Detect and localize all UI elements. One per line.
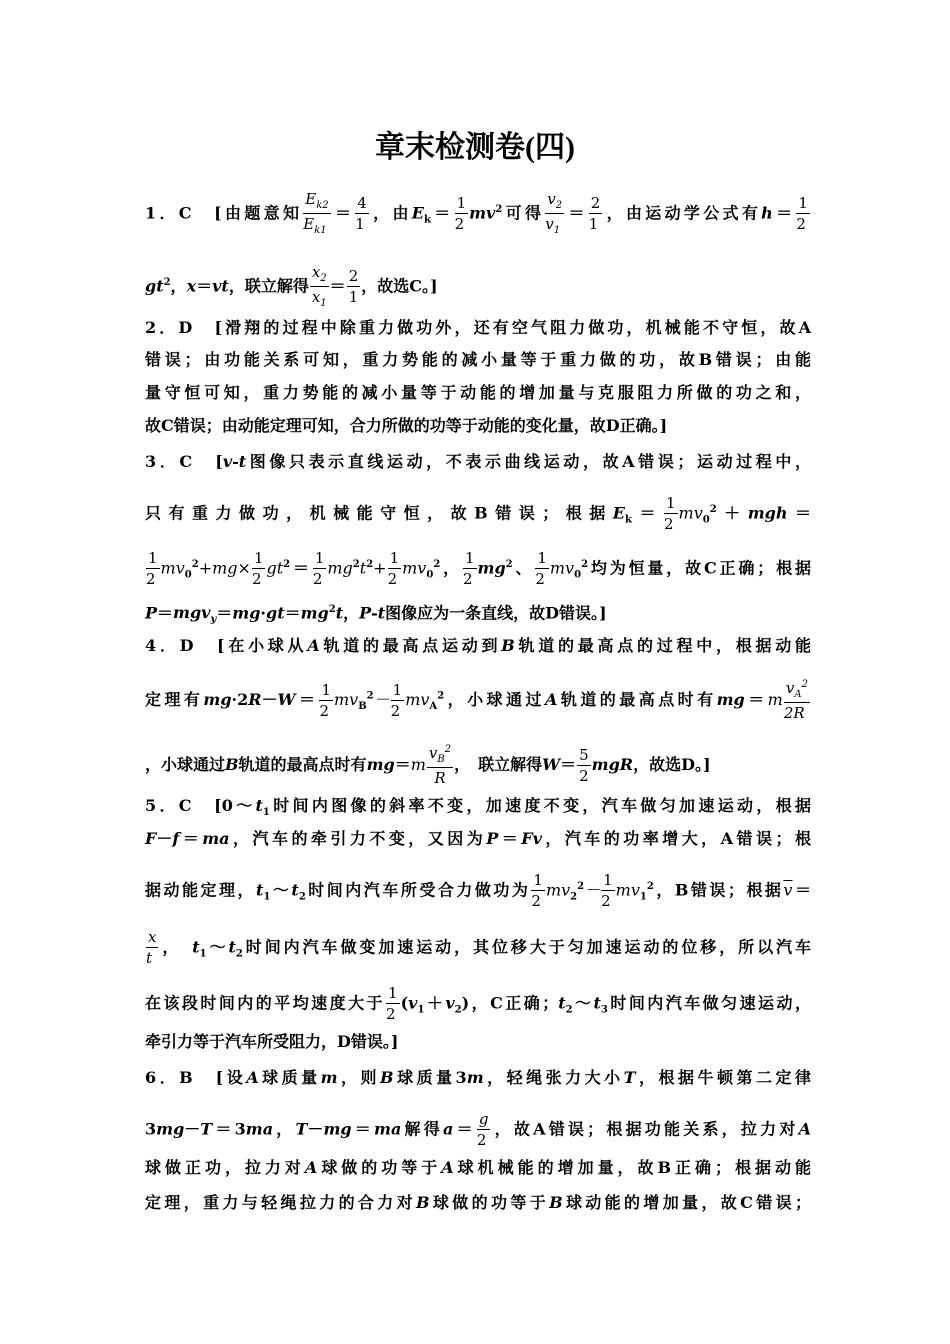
text-line-9: $\frac{1}{2}$ $mv_0^2+mg\times$ $\frac{1}{2}$ $gt^2=$ $\frac{1}{2}$ $mg^2t^2+$ $\frac{1}{2}$ $mv_0^2$， $\frac{1}{2}$ $mg^2$、 $\frac{1}{2}$ $mv_0^2$均为恒量，故C正确；根据 [146, 549, 811, 588]
text-line-14: 5．C [$0\sim t_1$时间内图像的斜率不变，加速度不变，汽车做匀加速运动，根据 [145, 796, 811, 819]
text-line-22: 球做正功，拉力对A球做的功等于A球机械能的增加量，故B正确；根据动能 [145, 1158, 811, 1177]
text-line-4: 错误；由功能关系可知，重力势能的减小量等于重力做的功，故B错误；由能 [145, 350, 811, 369]
text-line-21: 3mg－T＝3ma，T－mg＝ma解得a＝ $\frac{g}{2}$ ，故A错误；根据功能关系，拉力对A [145, 1110, 811, 1149]
text-line-15: F－f＝ma，汽车的牵引力不变，又因为P＝Fv，汽车的功率增大，A错误；根 [145, 829, 811, 848]
text-line-6: 故C错误；由动能定理可知，合力所做的功等于动能的变化量，故D正确。] [145, 416, 668, 435]
text-line-10: $P=mgv_y=mg\cdot gt=mg^2t$，P-t图像应为一条直线，故D错误。] [145, 603, 607, 626]
text-line-12: 定理有mg·2R－W＝ $\frac{1}{2}$ $mv_B^2-$ $\frac{1}{2}$ $mv_A^2$，小球通过A轨道的最高点时有mg＝m $\frac{v_A^2}{2R}$ [145, 679, 808, 722]
text-line-7: 3．C [v-t图像只表示直线运动，不表示曲线运动，故A错误；运动过程中， [145, 452, 811, 471]
text-line-3: 2．D [滑翔的过程中除重力做功外，还有空气阻力做功，机械能不守恒，故A [145, 318, 811, 337]
text-line-11: 4．D [在小球从A轨道的最高点运动到B轨道的最高点的过程中，根据动能 [145, 636, 811, 655]
text-line-23: 定理，重力与轻绳拉力的合力对B球做的功等于B球动能的增加量，故C错误； [145, 1193, 811, 1212]
text-line-19: 牵引力等于汽车所受阻力，D错误。] [145, 1032, 399, 1051]
text-line-1: 1．C [由题意知 $\frac{E_{k2}}{E_{k1}}$ ＝ $\frac{4}{1}$ ，由$E_k=$ $\frac{1}{2}$ $mv^2$可得 $\frac{v_2}{v_1}$ ＝ $\frac{2}{1}$ ，由运动学公式有h＝ $\frac{1}{2}$ [145, 190, 808, 236]
text-line-16: 据动能定理，$t_1\sim t_2$时间内汽车所受合力做功为 $\frac{1}{2}$ $mv_2^2-$ $\frac{1}{2}$ $mv_1^2$，B错误；根据$\overline{v}=$ [145, 871, 811, 910]
text-line-5: 量守恒可知，重力势能的减小量等于动能的增加量与克服阻力所做的功之和， [145, 383, 811, 402]
text-line-2: $gt^2$，x＝vt，联立解得 $\frac{x_2}{x_1}$ ＝ $\frac{2}{1}$ ，故选C。] [145, 263, 438, 309]
page-title: 章末检测卷(四) [375, 131, 575, 164]
text-line-8: 只有重力做功，机械能守恒，故B错误；根据$E_k=$ $\frac{1}{2}$ $mv_0^2+mgh=$ [145, 494, 811, 533]
text-line-18: 在该段时间内的平均速度大于 $\frac{1}{2}$ $(v_1+v_2)$，C正确；$t_2\sim t_3$时间内汽车做匀速运动， [145, 984, 811, 1023]
text-line-13: ，小球通过B轨道的最高点时有mg＝m $\frac{v_B^2}{R}$ ， 联立解得W＝ $\frac{5}{2}$ mgR，故选D。] [145, 744, 711, 787]
text-line-20: 6．B [设A球质量m，则B球质量3m，轻绳张力大小T，根据牛顿第二定律 [145, 1068, 811, 1087]
text-line-17: $\frac{x}{t}$ ， $t_1\sim t_2$时间内汽车做变加速运动，其位移大于匀加速运动的位移，所以汽车 [146, 928, 811, 967]
